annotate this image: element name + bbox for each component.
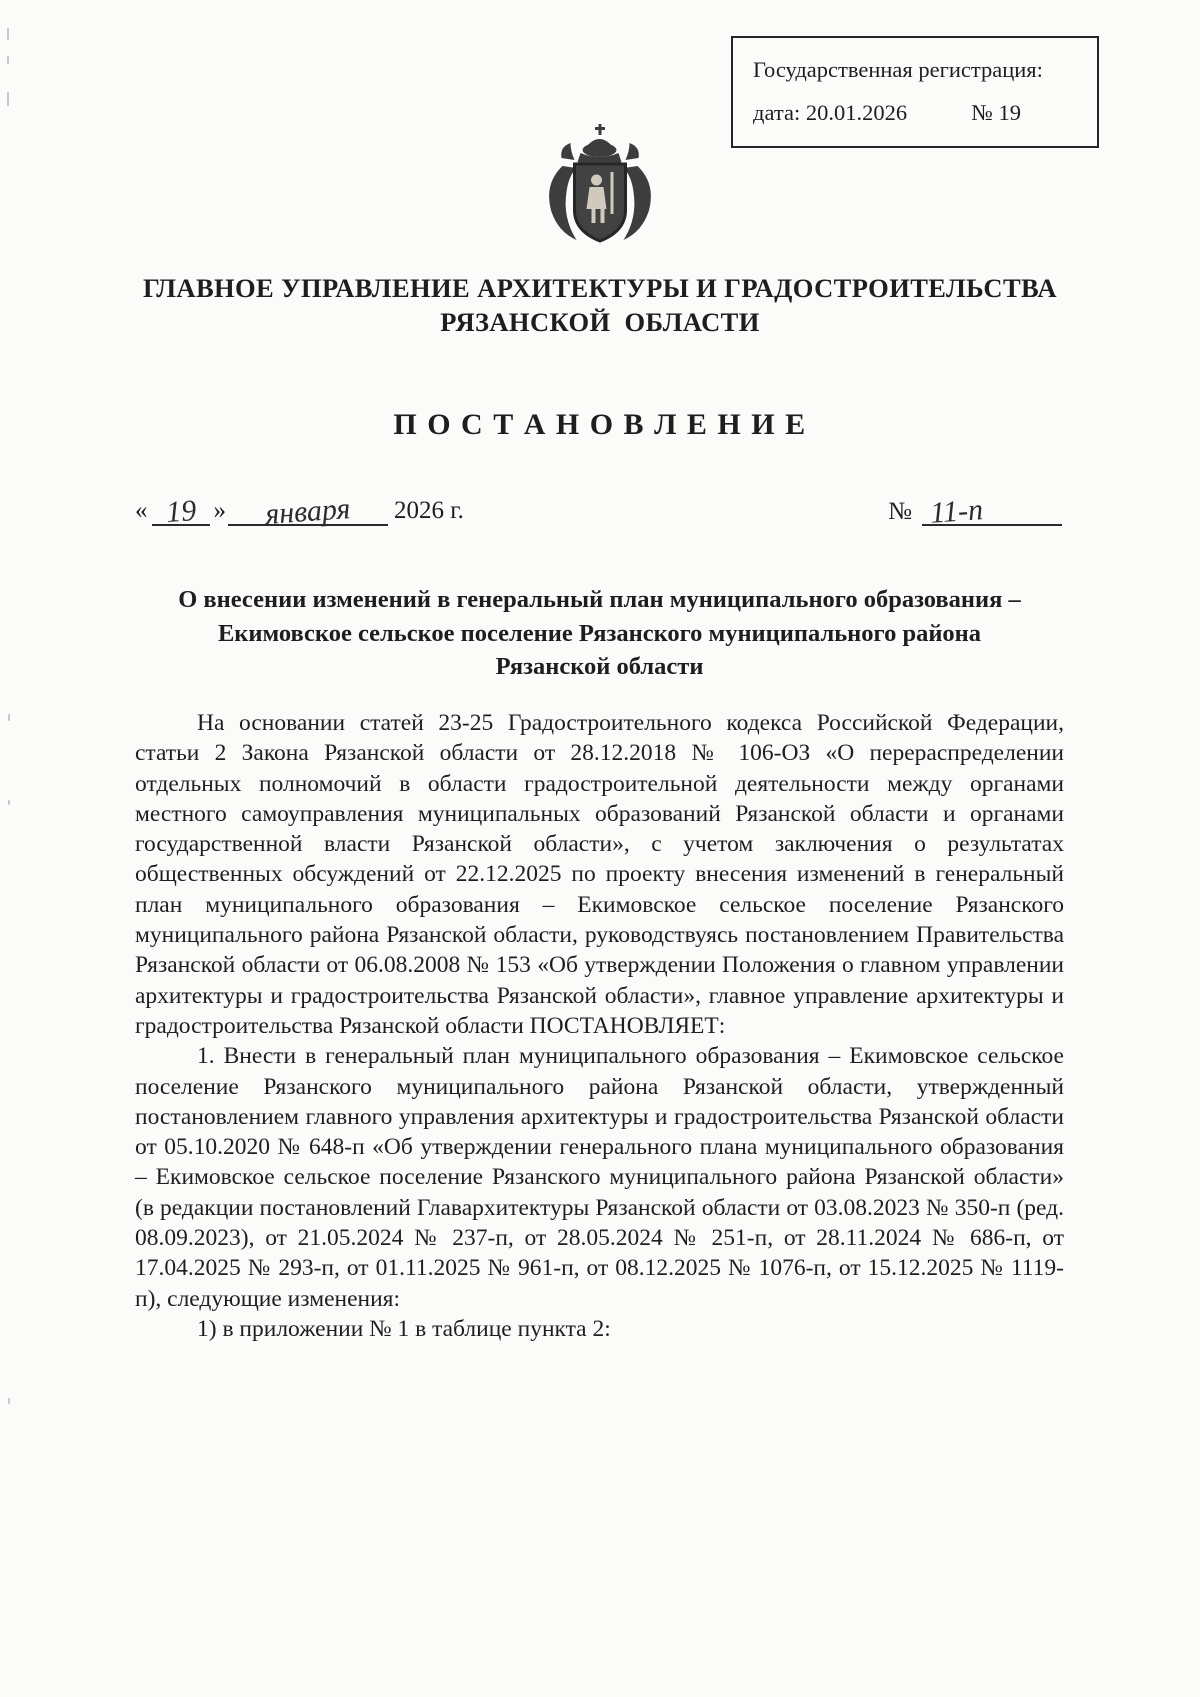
coat-of-arms-icon [533, 122, 668, 269]
registration-stamp-box [731, 36, 1099, 148]
registration-date: дата: 20.01.2026 [753, 100, 908, 125]
number-sign-label: № [888, 498, 912, 525]
document-date [135, 492, 464, 531]
body-paragraph-2: 1. Внести в генеральный план муниципального образования – Екимовское сельское поселение Рязанского муниципального района Рязанской области, утвержденный постановлением главного управления архитектуры и градостроительства Рязанской области от 05.10.2020 № 648-п «Об утверждении генерального плана муниципального образования – Екимовское сельское поселение Рязанского муниципального района Рязанской области» (в редакции постановлений Главархитектуры Рязанской области от 03.08.2023 № 350-п (ред. 08.09.2023), от 21.05.2024 № 237-п, от 28.05.2024 № 251-п, от 28.11.2024 № 686-п, от 17.04.2025 № 293-п, от 01.11.2025 № 961-п, от 08.12.2025 № 1076-п, от 15.12.2025 № 1119-п), следующие изменения: [135, 1043, 1064, 1312]
date-and-number-line [135, 492, 1062, 531]
scan-artifact [8, 714, 10, 721]
handwritten-number: 11-п [929, 493, 985, 530]
month-blank [228, 492, 388, 531]
scan-artifact [7, 92, 9, 106]
subject-line2: Екимовское сельское поселение Рязанского муниципального района [217, 619, 982, 647]
document-body [135, 708, 1064, 1344]
scan-artifact [8, 1398, 10, 1404]
document-number [888, 493, 1062, 530]
year-label: 2026 г. [394, 497, 464, 524]
scan-artifact [7, 28, 9, 40]
registration-number: № 19 [971, 100, 1021, 125]
body-paragraph-3: 1) в приложении № 1 в таблице пункта 2: [197, 1315, 611, 1342]
organization-name-line1: ГЛАВНОЕ УПРАВЛЕНИЕ АРХИТЕКТУРЫ И ГРАДОСТРОИТЕЛЬСТВА [143, 273, 1057, 303]
scan-artifact [8, 800, 10, 805]
close-quote: » [213, 497, 226, 524]
day-blank [152, 493, 210, 530]
subject-line3: Рязанской области [495, 653, 704, 680]
handwritten-day: 19 [164, 493, 197, 530]
registration-title: Государственная регистрация: [753, 57, 1043, 82]
organization-name-line2: РЯЗАНСКОЙ ОБЛАСТИ [440, 307, 760, 337]
body-paragraph-1: На основании статей 23-25 Градостроительного кодекса Российской Федерации, статьи 2 Закона Рязанской области от 28.12.2018 № 106-ОЗ «О перераспределении отдельных полномочий в области градостроительной деятельности между органами местного самоуправления муниципальных образований Рязанской области и органами государственной власти Рязанской области», с учетом заключения о результатах общественных обсуждений от 22.12.2025 по проекту внесения изменений в генеральный план муниципального образования – Екимовское сельское поселение Рязанского муниципального района Рязанской области, руководствуясь постановлением Правительства Рязанской области от 06.08.2008 № 153 «Об утверждении Положения о главном управлении архитектуры и градостроительства Рязанской области», главное управление архитектуры и градостроительства Рязанской области ПОСТАНОВЛЯЕТ: [135, 710, 1064, 1039]
subject-heading [135, 583, 1064, 684]
open-quote: « [135, 497, 148, 524]
scan-artifact [7, 56, 9, 64]
handwritten-month: января [264, 492, 352, 531]
document-type-title: П О С Т А Н О В Л Е Н И Е [393, 408, 807, 441]
organization-name [0, 271, 1200, 339]
subject-line1: О внесении изменений в генеральный план муниципального образования – [178, 586, 1021, 613]
number-blank [922, 493, 1062, 530]
